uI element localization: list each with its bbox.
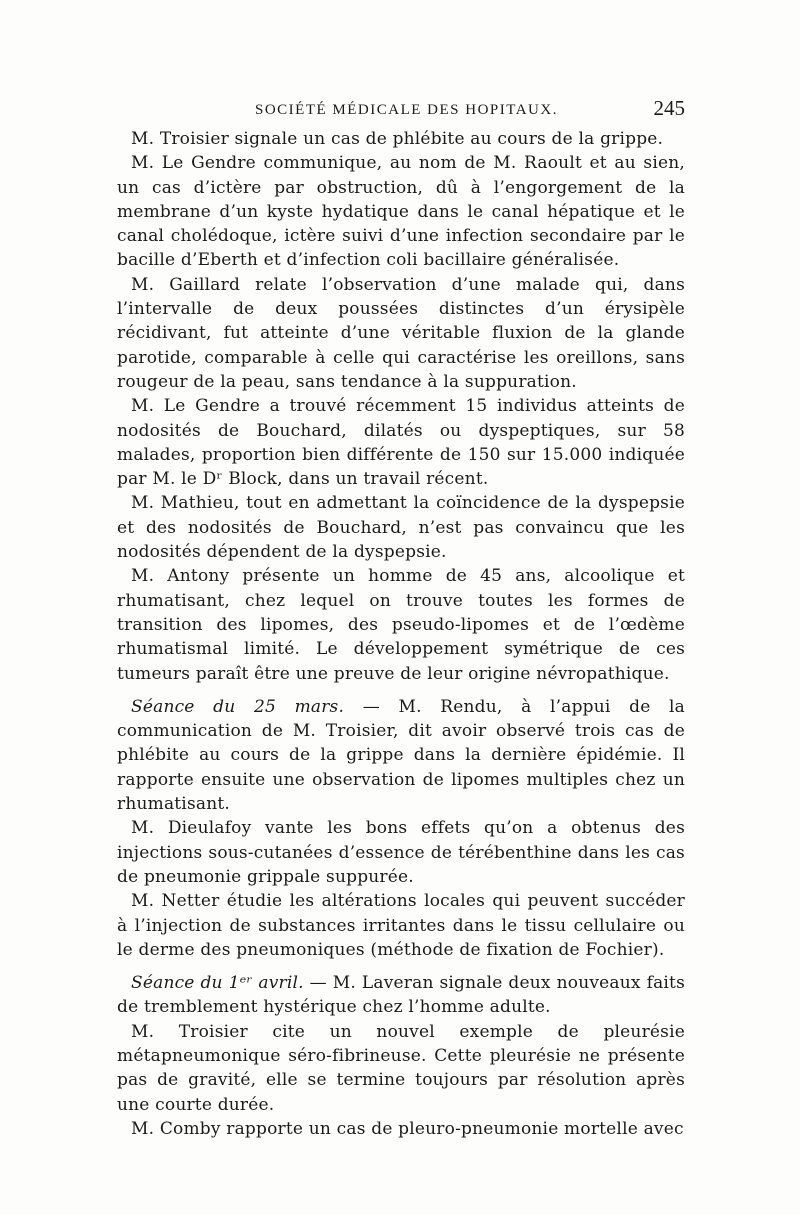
paragraph-troisier-pleuresie [117,1020,685,1117]
paragraph-text: M. Antony présente un homme de 45 ans, alcoolique et rhumatisant, chez lequel on trouve toutes les formes de transition des lipomes, des pseudo-lipomes et de l’œdème rhumatismal limité. Le développement symétrique de ces tumeurs paraît être une preuve de leur origine névropathique. [117,566,685,684]
paragraph-le-gendre-nodosites [117,394,685,491]
paragraph-text: — M. Laveran signale deux nouveaux faits de tremblement hystérique chez l’homme adulte. [117,973,685,1018]
paragraph-text: M. Comby rapporte un cas de pleuro-pneumonie mortelle avec [131,1118,684,1139]
seance-heading: Séance du 25 mars. [131,696,345,717]
paragraph-seance-1er-avril [117,971,685,1020]
body-text [117,127,685,1141]
paragraph-troisier-phlebite [117,127,685,151]
paragraph-text: M. Gaillard relate l’observation d’une malade qui, dans l’intervalle de deux poussées distinctes d’un érysipèle récidivant, fut atteinte d’une véritable fluxion de la glande parotide, comparable à celle qui caractérise les oreillons, sans rougeur de la peau, sans tendance à la suppuration. [117,274,685,392]
paragraph-text: M. Netter étudie les altérations locales qui peuvent succéder à l’injection de substances irritantes dans le tissu cellulaire ou le derme des pneumoniques (méthode de fixation de Fochier). [117,891,685,960]
running-title: SOCIÉTÉ MÉDICALE DES HOPITAUX. [255,102,558,118]
paragraph-text: M. Dieulafoy vante les bons effets qu’on a obtenus des injections sous-cutanées d’essence de térébenthine dans les cas de pneumonie grippale suppurée. [117,818,685,887]
seance-heading: Séance du 1ᵉʳ avril. [131,973,304,994]
paragraph-mathieu-dyspepsie [117,491,685,564]
paragraph-seance-25-mars [117,695,685,816]
paragraph-text: — M. Rendu, à l’appui de la communication de M. Troisier, dit avoir observé trois cas de phlébite au cours de la grippe dans la dernière épidémie. Il rapporte ensuite une observation de lipomes multiples chez un rhumatisant. [117,696,686,815]
paragraph-text: M. Mathieu, tout en admettant la coïncidence de la dyspepsie et des nodosités de Bouchard, n’est pas convaincu que les nodosités dépendent de la dyspepsie. [117,493,685,563]
page-number: 245 [653,96,685,120]
paragraph-text: M. Troisier cite un nouvel exemple de pleurésie métapneumonique séro-fibrineuse. Cette pleurésie ne présente pas de gravité, elle se termine toujours par résolution après une courte durée. [117,1021,685,1115]
paragraph-comby-pleuro-pneumonie [117,1117,685,1141]
paragraph-gaillard-erysipele [117,273,685,394]
paragraph-text: M. Le Gendre communique, au nom de M. Raoult et au sien, un cas d’ictère par obstruction, dû à l’engorgement de la membrane d’un kyste hydatique dans le canal hépatique et le canal cholédoque, ictère suivi d’une infection secondaire par le bacille d’Eberth et d’infection coli bacillaire généralisée. [117,153,685,271]
paragraph-text: M. Troisier signale un cas de phlébite au cours de la grippe. [131,129,664,149]
paragraph-netter-alterations [117,889,685,962]
paragraph-le-gendre-ictere [117,151,685,272]
paragraph-text: M. Le Gendre a trouvé récemment 15 individus atteints de nodosités de Bouchard, dilatés ou dyspeptiques, sur 58 malades, proportion bien différente de 150 sur 15.000 indiquée par M. le Dʳ Block, dans un travail récent. [117,396,685,490]
paragraph-antony-lipomes [117,564,685,685]
paragraph-dieulafoy-injections [117,816,685,889]
page-header [117,96,685,126]
